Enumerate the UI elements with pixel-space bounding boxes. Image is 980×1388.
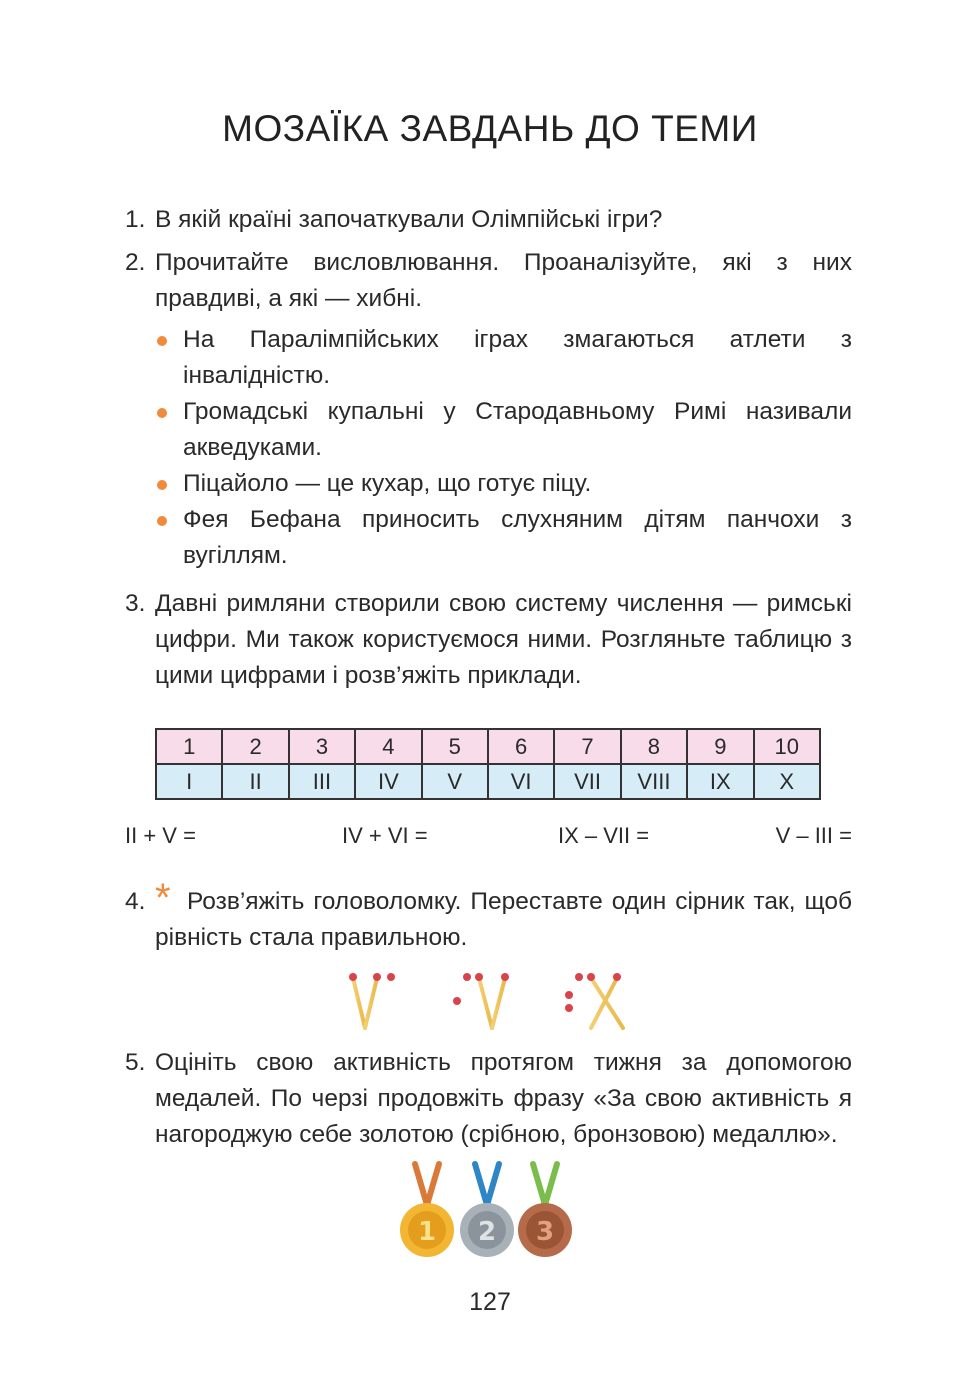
bullet-dot-icon — [157, 408, 167, 418]
question-number: 4. — [125, 888, 146, 915]
table-cell: IX — [687, 764, 753, 799]
page-title: МОЗАЇКА ЗАВДАНЬ ДО ТЕМИ — [222, 108, 758, 149]
page-number: 127 — [469, 1288, 511, 1316]
question-2 — [125, 245, 852, 317]
question-text: В якій країні започаткували Олімпійські ігри? — [155, 206, 663, 233]
table-cell: II — [222, 764, 288, 799]
list-item — [155, 322, 852, 394]
table-cell: 6 — [488, 729, 554, 764]
gold-medal-icon — [400, 1203, 454, 1257]
table-cell: VIII — [621, 764, 687, 799]
table-cell: 8 — [621, 729, 687, 764]
table-row-arabic — [156, 729, 820, 764]
bullet-dot-icon — [157, 516, 167, 526]
question-5 — [125, 1045, 852, 1153]
example-2: IV + VI = — [342, 823, 428, 848]
table-cell: V — [422, 764, 488, 799]
list-item — [155, 394, 852, 466]
table-cell: 9 — [687, 729, 753, 764]
roman-examples — [125, 823, 852, 853]
matchstick-puzzle-icon — [345, 968, 630, 1034]
statements-list — [155, 322, 852, 574]
example-1: II + V = — [125, 823, 196, 848]
table-cell: 1 — [156, 729, 222, 764]
svg-text:3: 3 — [535, 1217, 555, 1247]
table-cell: IV — [355, 764, 421, 799]
svg-text:2: 2 — [477, 1217, 497, 1247]
question-number: 3. — [125, 590, 146, 617]
bullet-dot-icon — [157, 480, 167, 490]
statement-text: Піцайоло — це кухар, що готує піцу. — [183, 470, 592, 497]
table-cell: 7 — [554, 729, 620, 764]
statement-text: На Паралімпійських іграх змагаються атлети з інвалідністю. — [183, 326, 852, 389]
bullet-dot-icon — [157, 336, 167, 346]
question-number: 2. — [125, 249, 146, 276]
table-cell: X — [754, 764, 820, 799]
list-item — [155, 502, 852, 574]
question-1 — [125, 202, 852, 238]
svg-text:1: 1 — [417, 1217, 437, 1247]
question-number: 1. — [125, 206, 146, 233]
question-text: Давні римляни створили свою систему числення — римські цифри. Ми також користуємося ними. Розгляньте таблицю з цими цифрами і розв’яжіть приклади. — [155, 590, 852, 689]
bronze-medal-icon — [518, 1203, 572, 1257]
question-text: Оцініть свою активність протягом тижня за допомогою медалей. По черзі продовжіть фразу «За свою активність я нагороджую себе золотою (срібною, бронзовою) медаллю». — [155, 1049, 852, 1148]
question-text: Розв’яжіть головоломку. Переставте один сірник так, щоб рівність стала правильною. — [155, 888, 852, 951]
question-3 — [125, 586, 852, 694]
table-row-roman — [156, 764, 820, 799]
table-cell: 2 — [222, 729, 288, 764]
question-number: 5. — [125, 1049, 146, 1076]
table-cell: III — [289, 764, 355, 799]
table-cell: I — [156, 764, 222, 799]
statement-text: Фея Бефана приносить слухняним дітям панчохи з вугіллям. — [183, 506, 852, 569]
statement-text: Громадські купальні у Стародавньому Римі називали акведуками. — [183, 398, 852, 461]
difficulty-star-icon: * — [155, 876, 171, 920]
example-4: V – III = — [775, 823, 852, 848]
example-3: IX – VII = — [558, 823, 650, 848]
question-4 — [125, 876, 852, 956]
table-cell: 10 — [754, 729, 820, 764]
table-cell: VII — [554, 764, 620, 799]
table-cell: 5 — [422, 729, 488, 764]
list-item — [155, 466, 852, 502]
table-cell: VI — [488, 764, 554, 799]
roman-numerals-table — [155, 728, 821, 800]
table-cell: 3 — [289, 729, 355, 764]
question-text: Прочитайте висловлювання. Проаналізуйте, які з них правдиві, а які — хибні. — [155, 249, 852, 312]
silver-medal-icon — [460, 1203, 514, 1257]
table-cell: 4 — [355, 729, 421, 764]
medals-illustration — [395, 1160, 580, 1260]
